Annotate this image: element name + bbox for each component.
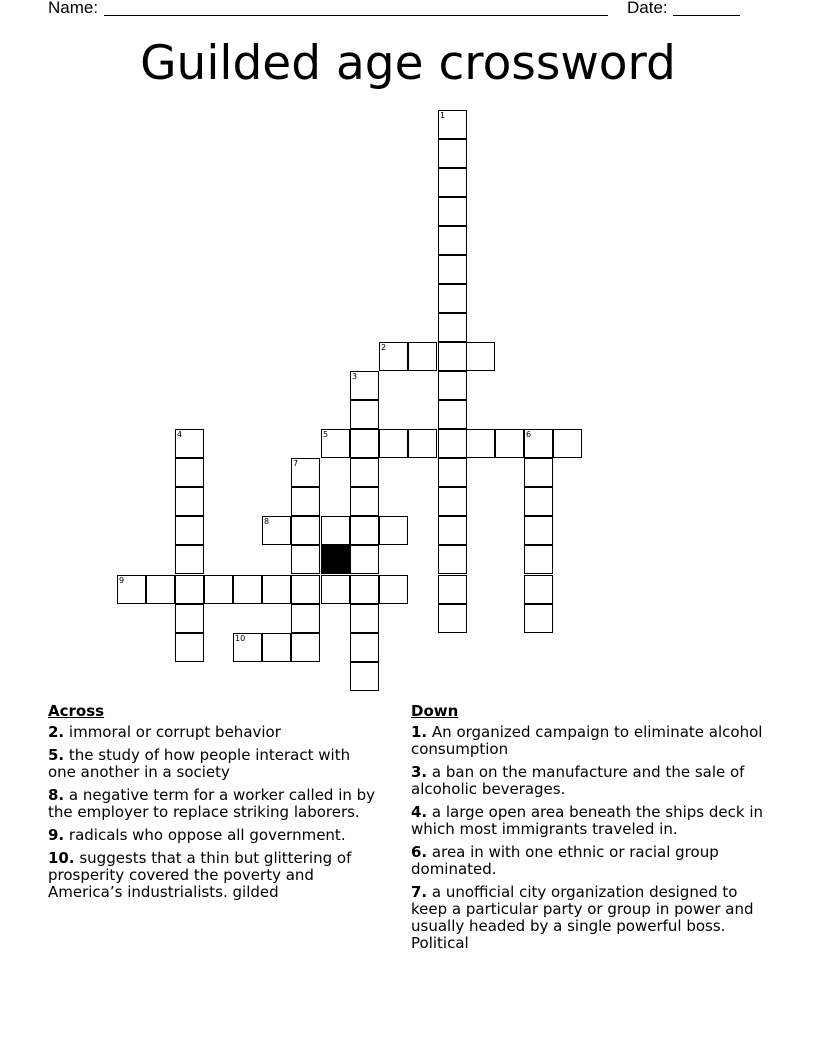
grid-cell[interactable]: [438, 110, 467, 139]
grid-cell[interactable]: [175, 604, 204, 633]
grid-cell[interactable]: [291, 516, 320, 545]
grid-cell[interactable]: [438, 604, 467, 633]
page-title: Guilded age crossword: [140, 36, 676, 91]
grid-cell[interactable]: [321, 575, 350, 604]
grid-cell[interactable]: [291, 487, 320, 516]
grid-cell[interactable]: [350, 371, 379, 400]
clue-text: area in with one ethnic or racial group dominated.: [411, 843, 719, 878]
grid-cell[interactable]: [438, 342, 467, 371]
clue-number: 5.: [48, 746, 65, 764]
down-clues: [411, 703, 771, 958]
grid-cell[interactable]: [350, 400, 379, 429]
grid-cell[interactable]: [524, 575, 553, 604]
clue-item: [411, 804, 771, 838]
grid-cell[interactable]: [438, 371, 467, 400]
grid-cell[interactable]: [233, 633, 262, 662]
grid-cell[interactable]: [379, 575, 408, 604]
grid-cell[interactable]: [175, 633, 204, 662]
grid-cell[interactable]: [204, 575, 233, 604]
grid-cell[interactable]: [262, 516, 291, 545]
grid-cell[interactable]: [350, 516, 379, 545]
grid-cell[interactable]: [524, 429, 553, 458]
clue-text: a negative term for a worker called in by the employer to replace striking laborers.: [48, 786, 376, 821]
name-label: Name:: [48, 0, 99, 17]
grid-cell[interactable]: [175, 516, 204, 545]
grid-cell[interactable]: [438, 226, 467, 255]
grid-cell[interactable]: [291, 633, 320, 662]
grid-cell[interactable]: [438, 545, 467, 574]
cell-number: 2: [381, 343, 387, 352]
clue-item: [411, 844, 771, 878]
grid-cell[interactable]: [438, 400, 467, 429]
grid-cell[interactable]: [379, 516, 408, 545]
grid-cell[interactable]: [350, 487, 379, 516]
grid-cell[interactable]: [438, 197, 467, 226]
across-heading: Across: [48, 702, 105, 720]
clue-item: [48, 787, 378, 821]
grid-cell[interactable]: [233, 575, 262, 604]
grid-cell[interactable]: [524, 545, 553, 574]
grid-cell[interactable]: [408, 342, 437, 371]
grid-cell[interactable]: [350, 429, 379, 458]
across-clue-list: [48, 724, 378, 901]
grid-cell[interactable]: [438, 168, 467, 197]
grid-cell[interactable]: [379, 429, 408, 458]
clue-item: [48, 747, 378, 781]
grid-cell[interactable]: [438, 313, 467, 342]
grid-cell[interactable]: [466, 429, 495, 458]
clue-item: [411, 724, 771, 758]
cell-number: 1: [440, 111, 446, 120]
grid-cell[interactable]: [291, 604, 320, 633]
clue-text: a large open area beneath the ships deck in which most immigrants traveled in.: [411, 803, 764, 838]
grid-cell[interactable]: [524, 604, 553, 633]
grid-cell[interactable]: [321, 429, 350, 458]
grid-cell[interactable]: [553, 429, 582, 458]
clue-text: An organized campaign to eliminate alcohol consumption: [411, 723, 763, 758]
cell-number: 4: [177, 430, 183, 439]
grid-cell[interactable]: [175, 429, 204, 458]
grid-cell[interactable]: [262, 575, 291, 604]
grid-cell[interactable]: [524, 458, 553, 487]
clue-text: a unofficial city organization designed to keep a particular party or group in power and usually headed by a single powerful boss. Political: [411, 883, 754, 952]
grid-cell[interactable]: [438, 487, 467, 516]
clue-number: 8.: [48, 786, 65, 804]
down-heading: Down: [411, 702, 459, 720]
clue-item: [48, 850, 378, 901]
clue-text: the study of how people interact with one another in a society: [48, 746, 351, 781]
grid-cell[interactable]: [350, 545, 379, 574]
clue-number: 9.: [48, 826, 65, 844]
grid-cell[interactable]: [321, 516, 350, 545]
grid-cell[interactable]: [495, 429, 524, 458]
grid-cell[interactable]: [379, 342, 408, 371]
clue-number: 6.: [411, 843, 428, 861]
clue-text: suggests that a thin but glittering of prosperity covered the poverty and America’s industrialists. gilded: [48, 849, 352, 901]
grid-cell[interactable]: [291, 545, 320, 574]
clue-text: radicals who oppose all government.: [64, 826, 346, 844]
cell-number: 3: [352, 372, 358, 381]
clue-item: [411, 764, 771, 798]
clue-number: 4.: [411, 803, 428, 821]
black-cell: [321, 545, 350, 574]
grid-cell[interactable]: [350, 662, 379, 691]
clue-number: 10.: [48, 849, 75, 867]
grid-cell[interactable]: [438, 516, 467, 545]
clue-item: [48, 827, 378, 844]
grid-cell[interactable]: [175, 545, 204, 574]
grid-cell[interactable]: [350, 458, 379, 487]
clue-number: 1.: [411, 723, 428, 741]
grid-cell[interactable]: [438, 429, 467, 458]
grid-cell[interactable]: [408, 429, 437, 458]
grid-cell[interactable]: [175, 458, 204, 487]
grid-cell[interactable]: [438, 575, 467, 604]
date-label: Date:: [627, 0, 668, 17]
grid-cell[interactable]: [117, 575, 146, 604]
grid-cell[interactable]: [291, 575, 320, 604]
clue-item: [48, 724, 378, 741]
grid-cell[interactable]: [291, 458, 320, 487]
down-clue-list: [411, 724, 771, 952]
grid-cell[interactable]: [175, 575, 204, 604]
across-clues: [48, 703, 378, 907]
grid-cell[interactable]: [146, 575, 175, 604]
grid-cell[interactable]: [524, 516, 553, 545]
grid-cell[interactable]: [350, 604, 379, 633]
grid-cell[interactable]: [350, 633, 379, 662]
cell-number: 9: [119, 576, 125, 585]
grid-cell[interactable]: [466, 342, 495, 371]
clue-text: a ban on the manufacture and the sale of alcoholic beverages.: [411, 763, 745, 798]
grid-cell[interactable]: [438, 284, 467, 313]
grid-cell[interactable]: [438, 458, 467, 487]
grid-cell[interactable]: [350, 575, 379, 604]
grid-cell[interactable]: [438, 139, 467, 168]
grid-cell[interactable]: [175, 487, 204, 516]
clue-text: immoral or corrupt behavior: [64, 723, 281, 741]
cell-number: 7: [293, 459, 299, 468]
clue-item: [411, 884, 771, 952]
clue-number: 2.: [48, 723, 65, 741]
cell-number: 6: [526, 430, 532, 439]
grid-cell[interactable]: [524, 487, 553, 516]
grid-cell[interactable]: [438, 255, 467, 284]
clue-number: 7.: [411, 883, 428, 901]
cell-number: 8: [264, 517, 270, 526]
clue-number: 3.: [411, 763, 428, 781]
cell-number: 10: [235, 634, 246, 643]
cell-number: 5: [323, 430, 329, 439]
grid-cell[interactable]: [262, 633, 291, 662]
